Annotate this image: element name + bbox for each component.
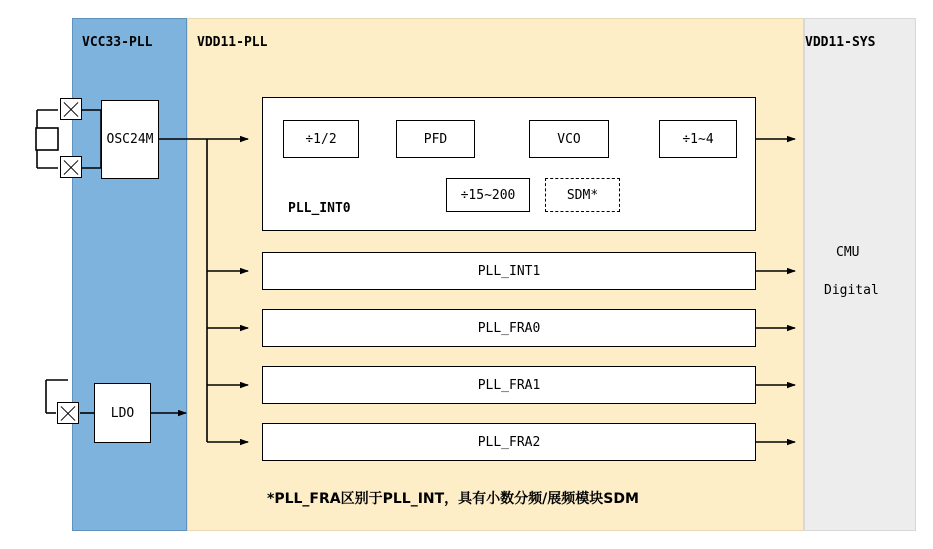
ldo-input-switch-icon	[57, 402, 79, 424]
row-pll-fra0[interactable]: PLL_FRA0	[262, 309, 756, 347]
band-label-vdd11-sys: VDD11-SYS	[805, 35, 876, 50]
block-ldo[interactable]: LDO	[94, 383, 151, 443]
row-pll-fra2[interactable]: PLL_FRA2	[262, 423, 756, 461]
label-cmu: CMU	[836, 245, 860, 260]
crystal-cap-bottom-icon	[60, 156, 82, 178]
band-vdd11-sys	[804, 18, 916, 531]
group-title-pll-int0: PLL_INT0	[288, 201, 351, 216]
block-output-divider[interactable]: ÷1~4	[659, 120, 737, 158]
block-feedback-divider[interactable]: ÷15~200	[446, 178, 530, 212]
band-label-vcc33-pll: VCC33-PLL	[82, 35, 153, 50]
block-input-divider[interactable]: ÷1/2	[283, 120, 359, 158]
block-sdm[interactable]: SDM*	[545, 178, 620, 212]
crystal-cap-top-icon	[60, 98, 82, 120]
row-pll-fra1[interactable]: PLL_FRA1	[262, 366, 756, 404]
block-osc24m[interactable]: OSC24M	[101, 100, 159, 179]
band-vcc33-pll	[72, 18, 187, 531]
band-label-vdd11-pll: VDD11-PLL	[197, 35, 268, 50]
block-vco[interactable]: VCO	[529, 120, 609, 158]
footnote-text: *PLL_FRA区别于PLL_INT，具有小数分频/展频模块SDM	[267, 491, 639, 507]
row-pll-int1[interactable]: PLL_INT1	[262, 252, 756, 290]
block-pfd[interactable]: PFD	[396, 120, 475, 158]
label-digital: Digital	[824, 283, 879, 298]
